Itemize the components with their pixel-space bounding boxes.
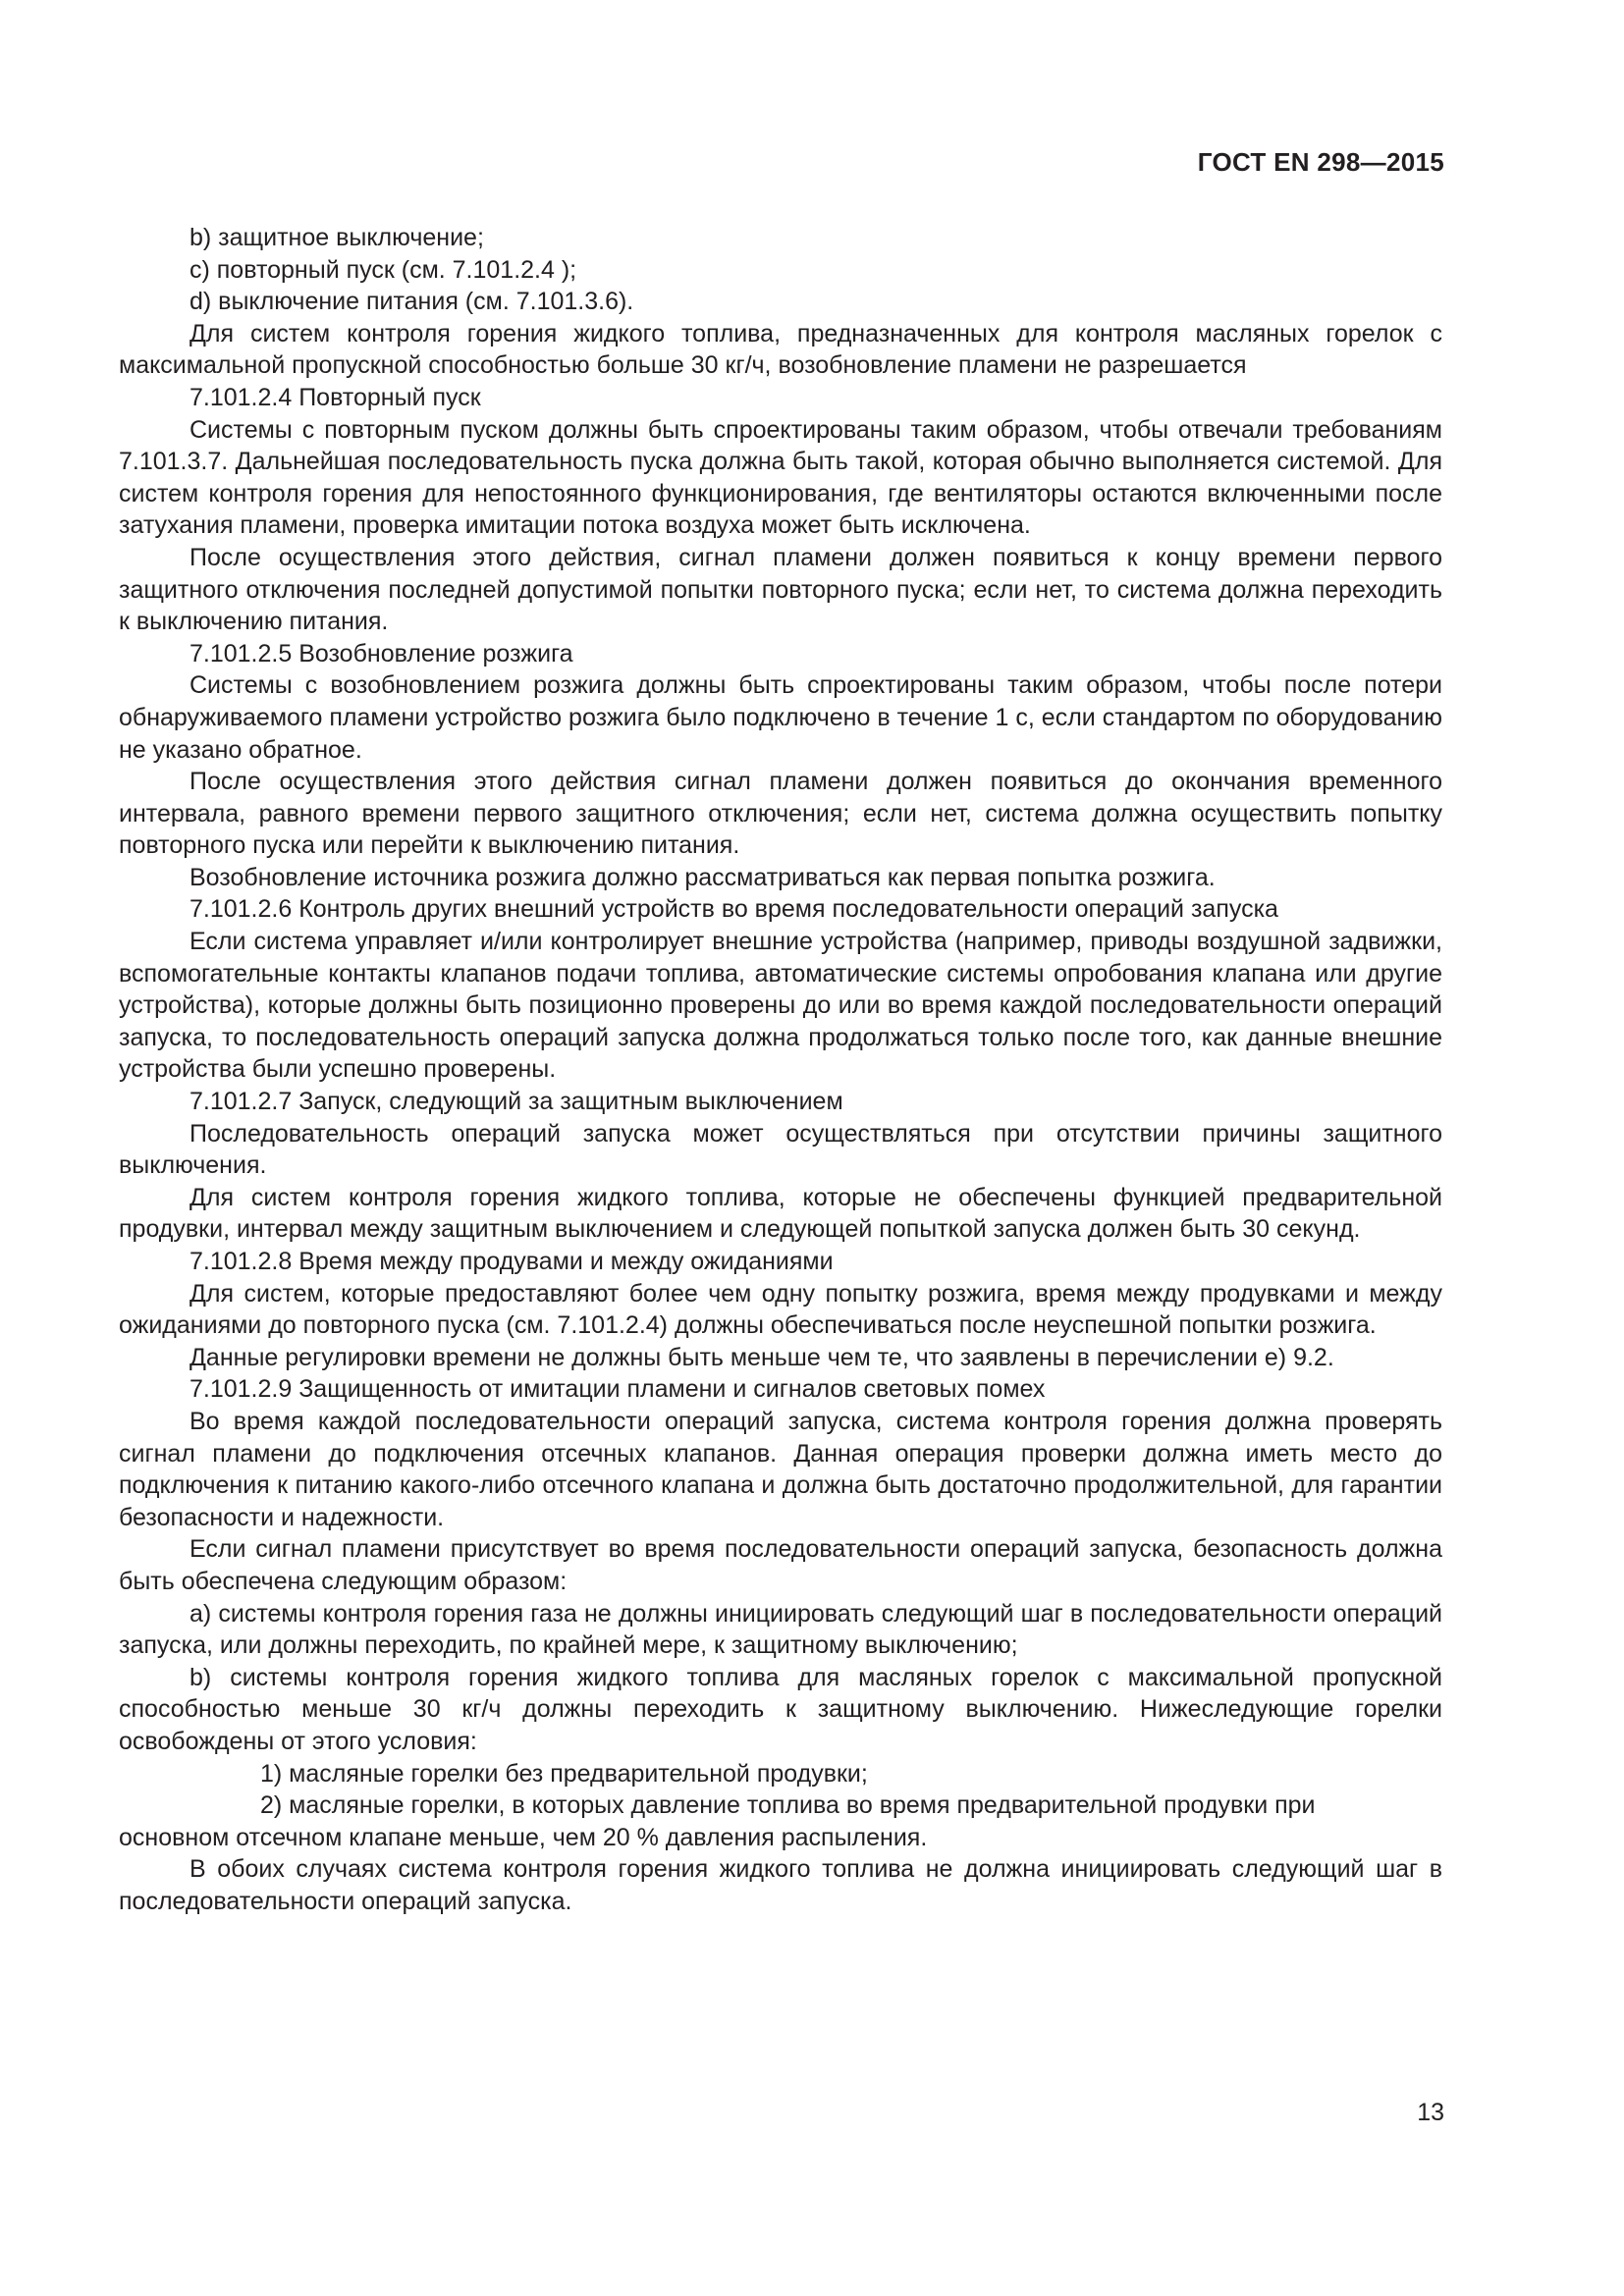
paragraph: Для систем, которые предоставляют более чем одну попытку розжига, время между продувками и между ожиданиями до повторного пуска (см. 7.101.2.4) должны обеспечиваться после неуспешной попытки розжига. <box>119 1279 1442 1340</box>
section-heading: 7.101.2.6 Контроль других внешний устройств во время последовательности операций запуска <box>189 895 1278 924</box>
paragraph: Для систем контроля горения жидкого топлива, которые не обеспечены функцией предварительной продувки, интервал между защитным выключением и следующей попыткой запуска должен быть 30 секунд. <box>119 1183 1442 1244</box>
paragraph: Во время каждой последовательности операций запуска, система контроля горения должна проверять сигнал пламени до подключения отсечных клапанов. Данная операция проверки должна иметь место до подключения к питанию какого-либо отсечного клапана и должна быть достаточно продолжительной, для гарантии безопасности и надежности. <box>119 1407 1442 1531</box>
paragraph: d) выключение питания (см. 7.101.3.6). <box>189 288 634 316</box>
paragraph: c) повторный пуск (см. 7.101.2.4 ); <box>189 255 577 284</box>
document-header: ГОСТ EN 298—2015 <box>1197 147 1444 177</box>
paragraph: Данные регулировки времени не должны быть меньше чем те, что заявлены в перечислении е) 9.2. <box>189 1343 1334 1371</box>
paragraph: Системы с возобновлением розжига должны быть спроектированы таким образом, чтобы после потери обнаруживаемого пламени устройство розжига было подключено в течение 1 с, если стандартом по оборудованию не указано обратное. <box>119 671 1442 764</box>
paragraph: После осуществления этого действия сигнал пламени должен появиться до окончания временного интервала, равного времени первого защитного отключения; если нет, система должна осуществить попытку повторного пуска или перейти к выключению питания. <box>119 768 1442 860</box>
paragraph: Системы с повторным пуском должны быть спроектированы таким образом, чтобы отвечали требованиям 7.101.3.7. Дальнейшая последовательность пуска должна быть такой, которая обычно выполняется системой. Для систем контроля горения для непостоянного функционирования, где вентиляторы остаются включенными после затухания пламени, проверка имитации потока воздуха может быть исключена. <box>119 415 1442 540</box>
page-body <box>119 222 1442 1917</box>
section-heading: 7.101.2.4 Повторный пуск <box>189 383 481 411</box>
section-heading: 7.101.2.7 Запуск, следующий за защитным выключением <box>189 1088 843 1116</box>
list-item: a) системы контроля горения газа не должны инициировать следующий шаг в последовательности операций запуска, или должны переходить, по крайней мере, к защитному выключению; <box>119 1599 1442 1660</box>
section-heading: 7.101.2.5 Возобновление розжига <box>189 639 573 667</box>
paragraph: Последовательность операций запуска может осуществляться при отсутствии причины защитного выключения. <box>119 1119 1442 1180</box>
paragraph: В обоих случаях система контроля горения жидкого топлива не должна инициировать следующий шаг в последовательности операций запуска. <box>119 1855 1442 1915</box>
paragraph: b) защитное выключение; <box>189 224 484 251</box>
paragraph: После осуществления этого действия, сигнал пламени должен появиться к концу времени первого защитного отключения последней допустимой попытки повторного пуска; если нет, то система должна переходить к выключению питания. <box>119 543 1442 636</box>
section-heading: 7.101.2.8 Время между продувами и между ожиданиями <box>189 1248 834 1275</box>
paragraph: Если система управляет и/или контролирует внешние устройства (например, приводы воздушной задвижки, вспомогательные контакты клапанов подачи топлива, автоматические системы опробования клапана или другие устройства), которые должны быть позиционно проверены до или во время каждой последовательности операций запуска, то последовательность операций запуска должна продолжаться только после того, как данные внешние устройства были успешно проверены. <box>119 928 1442 1084</box>
page-number: 13 <box>1417 2099 1444 2126</box>
paragraph: Для систем контроля горения жидкого топлива, предназначенных для контроля масляных горелок с максимальной пропускной способностью больше 30 кг/ч, возобновление пламени не разрешается <box>119 319 1442 380</box>
sub-list-item: 1) масляные горелки без предварительной продувки; <box>260 1759 868 1788</box>
sub-list-item: 2) масляные горелки, в которых давление топлива во время предварительной продувки при основном отсечном клапане меньше, чем 20 % давления распыления. <box>119 1791 1316 1851</box>
section-heading: 7.101.2.9 Защищенность от имитации пламени и сигналов световых помех <box>189 1375 1046 1404</box>
paragraph: Если сигнал пламени присутствует во время последовательности операций запуска, безопасность должна быть обеспечена следующим образом: <box>119 1535 1442 1595</box>
paragraph: Возобновление источника розжига должно рассматриваться как первая попытка розжига. <box>189 863 1216 891</box>
list-item: b) системы контроля горения жидкого топлива для масляных горелок с максимальной пропускной способностью меньше 30 кг/ч должны переходить к защитному выключению. Нижеследующие горелки освобождены от этого условия: <box>119 1663 1442 1755</box>
